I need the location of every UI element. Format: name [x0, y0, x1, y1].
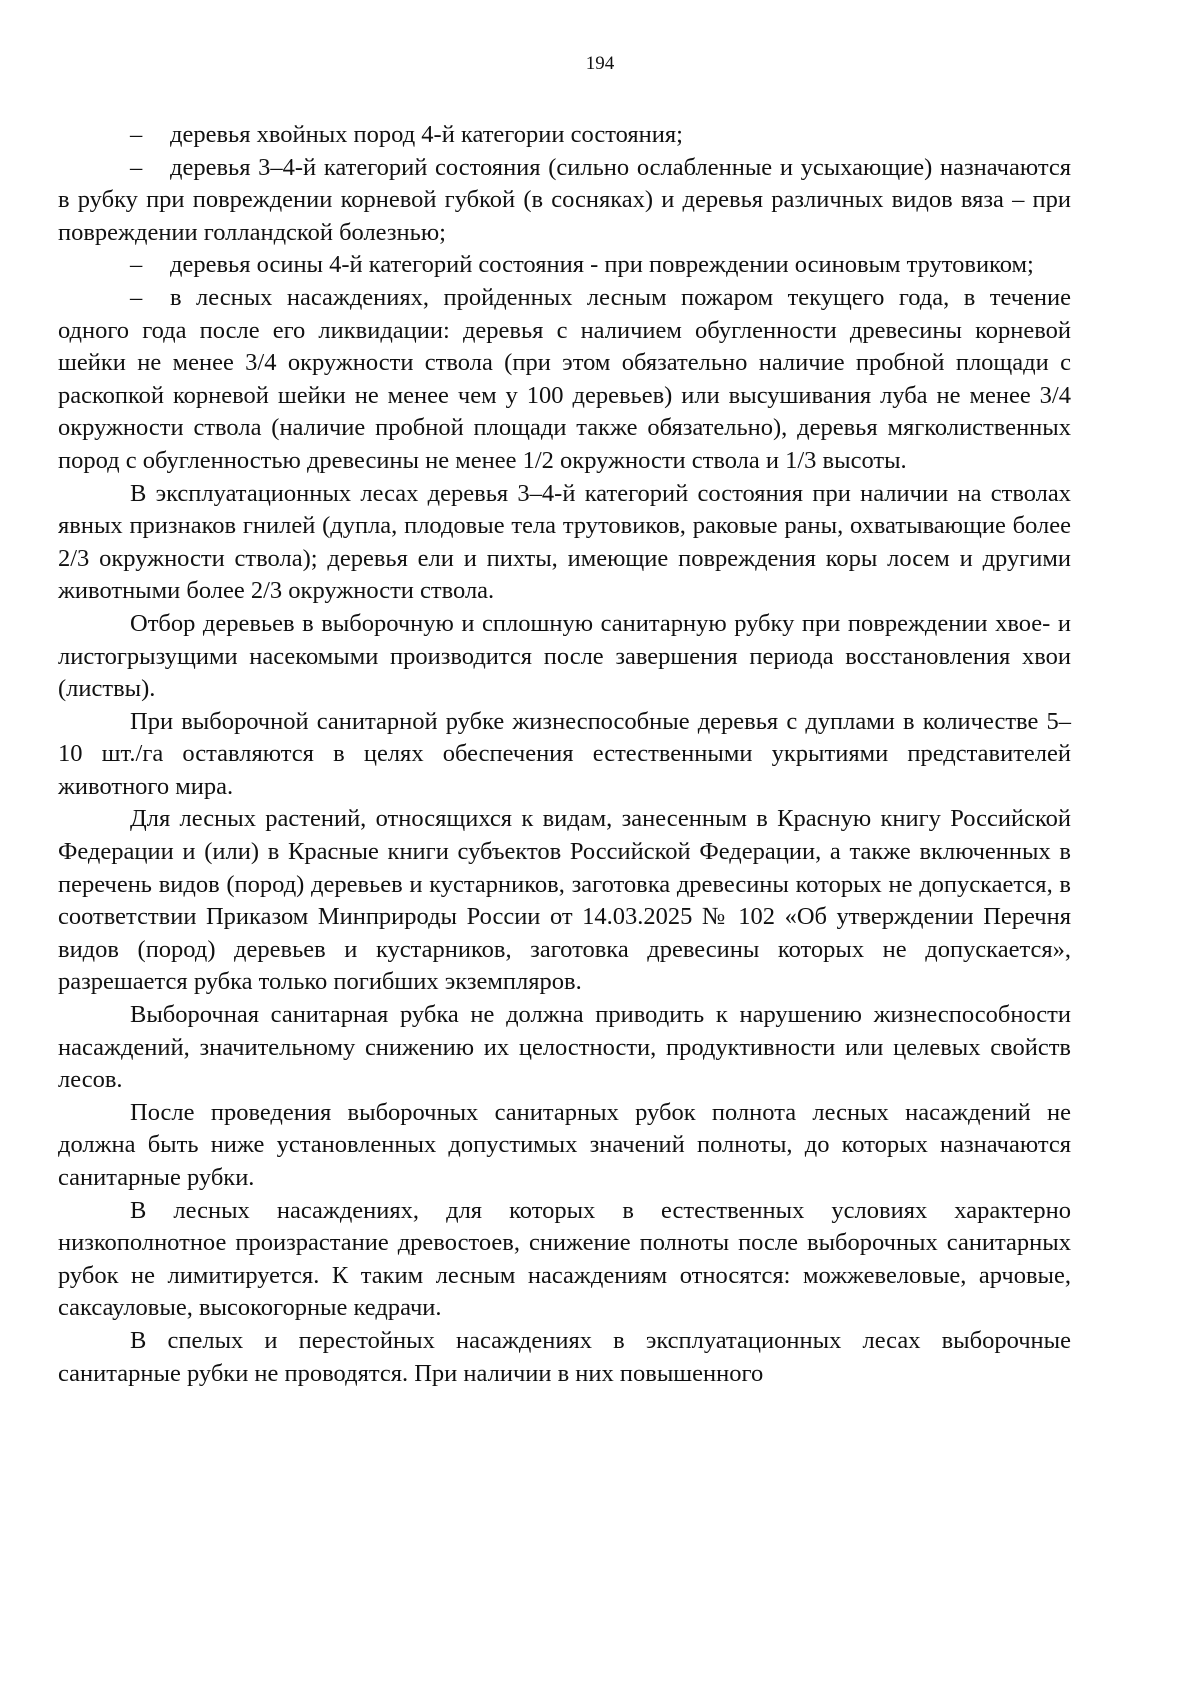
page-number: 194: [585, 53, 615, 74]
dash-marker: –: [130, 283, 143, 311]
paragraph: Выборочная санитарная рубка не должна приводить к нарушению жизнеспособности насаждений, значительному снижению их целостности, продуктивности или целевых свойств лесов.: [58, 1001, 1071, 1094]
list-item: [58, 249, 1071, 282]
dash-marker: –: [130, 251, 143, 279]
list-item: [58, 282, 1071, 478]
paragraph: При выборочной санитарной рубке жизнеспособные деревья с дуплами в количестве 5–10 шт./га оставляются в целях обеспечения естественными укрытиями представителей животного мира.: [58, 707, 1071, 800]
dash-marker: –: [130, 153, 143, 181]
paragraph: Отбор деревьев в выборочную и сплошную санитарную рубку при повреждении хвое- и листогрызущими насекомыми производится после завершения периода восстановления хвои (листвы).: [58, 609, 1071, 703]
list-item: [58, 152, 1071, 250]
paragraph: В спелых и перестойных насаждениях в эксплуатационных лесах выборочные санитарные рубки не проводятся. При наличии в них повышенного: [58, 1326, 1071, 1387]
list-item: [58, 119, 1071, 152]
paragraph-text: деревья осины 4-й категорий состояния - при повреждении осиновым трутовиком;: [170, 251, 1034, 279]
paragraph-text: деревья хвойных пород 4-й категории состояния;: [170, 121, 683, 148]
paragraph: В лесных насаждениях, для которых в естественных условиях характерно низкополнотное произрастание древостоев, снижение полноты после выборочных санитарных рубок не лимитируется. К таким лесным насаждениям относятся: можжевеловые, арчовые, саксауловые, высокогорные кедрачи.: [58, 1196, 1071, 1322]
paragraph-text: деревья 3–4-й категорий состояния (сильно ослабленные и усыхающие) назначаются в рубку при повреждении корневой губкой (в сосняках) и деревья различных видов вяза – при повреждении голландской болезнью;: [58, 153, 1071, 246]
paragraph-text: в лесных насаждениях, пройденных лесным пожаром текущего года, в течение одного года после его ликвидации: деревья с наличием обугленности древесины корневой шейки не менее 3/4 окружности ствола (при этом обязательно наличие пробной площади с раскопкой корневой шейки не менее чем у 100 деревьев) или высушивания луба не менее 3/4 окружности ствола (наличие пробной площади также обязательно), деревья мягколиственных пород с обугленностью древесины не менее 1/2 окружности ствола и 1/3 высоты.: [58, 283, 1071, 474]
paragraph: Для лесных растений, относящихся к видам, занесенным в Красную книгу Российской Федерации и (или) в Красные книги субъектов Российской Федерации, а также включенных в перечень видов (пород) деревьев и кустарников, заготовка древесины которых не допускается, в соответствии Приказом Минприроды России от 14.03.2025 № 102 «Об утверждении Перечня видов (пород) деревьев и кустарников, заготовка древесины которых не допускается», разрешается рубка только погибших экземпляров.: [58, 805, 1071, 996]
body-text: [58, 119, 1071, 1390]
paragraph: После проведения выборочных санитарных рубок полнота лесных насаждений не должна быть ниже установленных допустимых значений полноты, до которых назначаются санитарные рубки.: [58, 1098, 1071, 1191]
dash-marker: –: [130, 121, 143, 148]
paragraph: В эксплуатационных лесах деревья 3–4-й категорий состояния при наличии на стволах явных признаков гнилей (дупла, плодовые тела трутовиков, раковые раны, охватывающие более 2/3 окружности ствола); деревья ели и пихты, имеющие повреждения коры лосем и другими животными более 2/3 окружности ствола.: [58, 479, 1071, 605]
